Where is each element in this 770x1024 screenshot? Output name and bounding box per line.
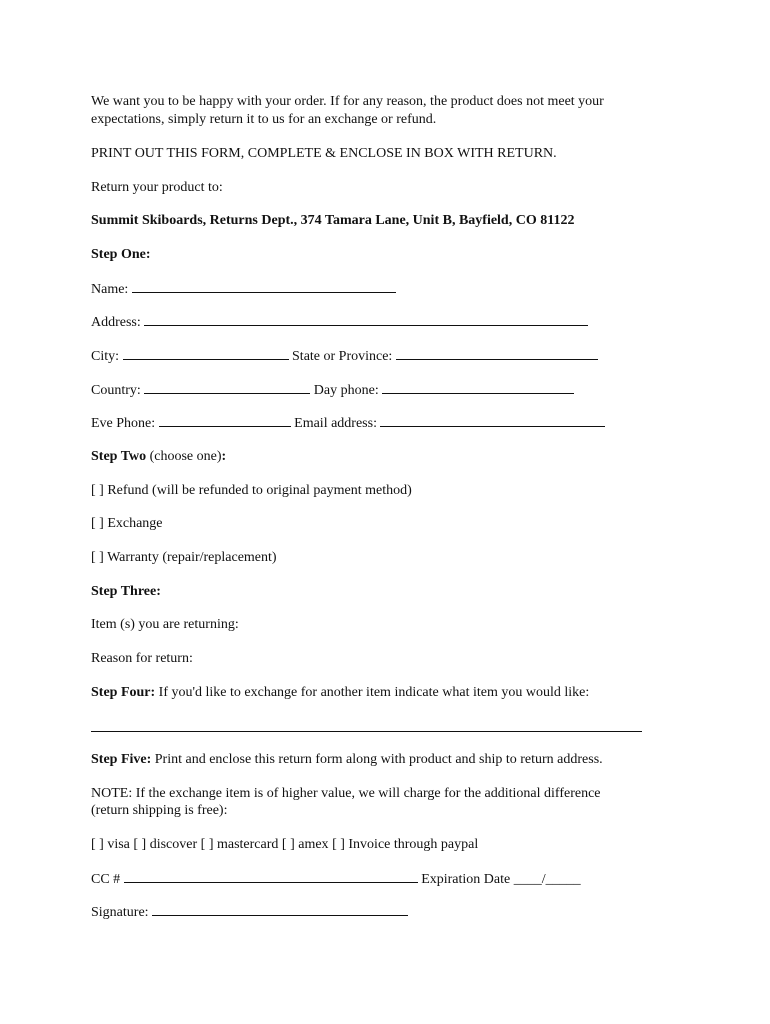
city-state-row [91,347,598,365]
amex-checkbox[interactable]: [ ] [281,837,295,852]
step-two-qualifier: (choose one) [149,449,222,464]
city-field[interactable] [123,347,289,360]
expiration-field[interactable]: ____/_____ [513,872,581,887]
step-one-heading: Step One: [91,247,151,262]
step-four-heading: Step Four: [91,685,156,700]
print-instruction: PRINT OUT THIS FORM, COMPLETE & ENCLOSE IN BOX WITH RETURN. [91,146,557,161]
step-two-title: Step Two [91,449,147,464]
step-two-heading [91,448,226,465]
warranty-option[interactable] [91,549,277,566]
reason-label: Reason for return: [91,651,193,666]
address-row [91,313,588,331]
state-field[interactable] [396,347,598,360]
return-to-label: Return your product to: [91,180,223,195]
step-two-colon: : [221,449,227,464]
signature-field[interactable] [152,903,408,916]
city-label: City: [91,349,120,364]
email-field[interactable] [380,414,605,427]
refund-checkbox[interactable]: [ ] [91,483,104,498]
mastercard-checkbox[interactable]: [ ] [200,837,214,852]
country-label: Country: [91,383,141,398]
name-field[interactable] [132,280,396,293]
intro-line-2: expectations, simply return it to us for an exchange or refund. [91,112,437,127]
step-five-text: Print and enclose this return form along with product and ship to return address. [154,752,603,767]
exchange-item-field[interactable] [91,731,642,732]
signature-label: Signature: [91,905,149,920]
address-field[interactable] [144,313,588,326]
state-label: State or Province: [292,349,393,364]
step-four-row [91,684,589,701]
note-line-2: (return shipping is free): [91,803,228,818]
discover-checkbox[interactable]: [ ] [133,837,147,852]
payment-options-row [91,836,478,853]
eve-phone-field[interactable] [159,414,291,427]
warranty-label: Warranty (repair/replacement) [107,550,277,565]
visa-checkbox[interactable]: [ ] [91,837,104,852]
cc-row [91,870,581,888]
signature-row [91,903,408,921]
note-line-1: NOTE: If the exchange item is of higher value, we will charge for the additional difference [91,786,601,801]
exchange-option[interactable] [91,515,163,532]
address-label: Address: [91,315,141,330]
name-row [91,280,396,298]
cc-label: CC # [91,872,121,887]
discover-label: discover [149,837,198,852]
country-phone-row [91,381,574,399]
eve-phone-email-row [91,414,605,432]
exchange-checkbox[interactable]: [ ] [91,516,104,531]
day-phone-field[interactable] [382,381,574,394]
day-phone-label: Day phone: [313,383,379,398]
step-five-heading: Step Five: [91,752,152,767]
step-four-text: If you'd like to exchange for another item indicate what item you would like: [158,685,590,700]
exchange-label: Exchange [107,516,163,531]
visa-label: visa [107,837,130,852]
step-three-heading: Step Three: [91,584,161,599]
cc-number-field[interactable] [124,870,418,883]
paypal-checkbox[interactable]: [ ] [332,837,345,852]
return-address: Summit Skiboards, Returns Dept., 374 Tamara Lane, Unit B, Bayfield, CO 81122 [91,213,575,228]
name-label: Name: [91,282,129,297]
refund-label: Refund (will be refunded to original payment method) [107,483,412,498]
country-field[interactable] [144,381,310,394]
amex-label: amex [298,837,329,852]
eve-phone-label: Eve Phone: [91,416,156,431]
expiration-label: Expiration Date [421,872,511,887]
email-label: Email address: [294,416,377,431]
step-five-row [91,751,603,768]
intro-line-1: We want you to be happy with your order. If for any reason, the product does not meet your [91,94,604,109]
paypal-label: Invoice through paypal [348,837,479,852]
refund-option[interactable] [91,482,412,499]
warranty-checkbox[interactable]: [ ] [91,550,104,565]
mastercard-label: mastercard [216,837,279,852]
items-returning-label: Item (s) you are returning: [91,617,239,632]
